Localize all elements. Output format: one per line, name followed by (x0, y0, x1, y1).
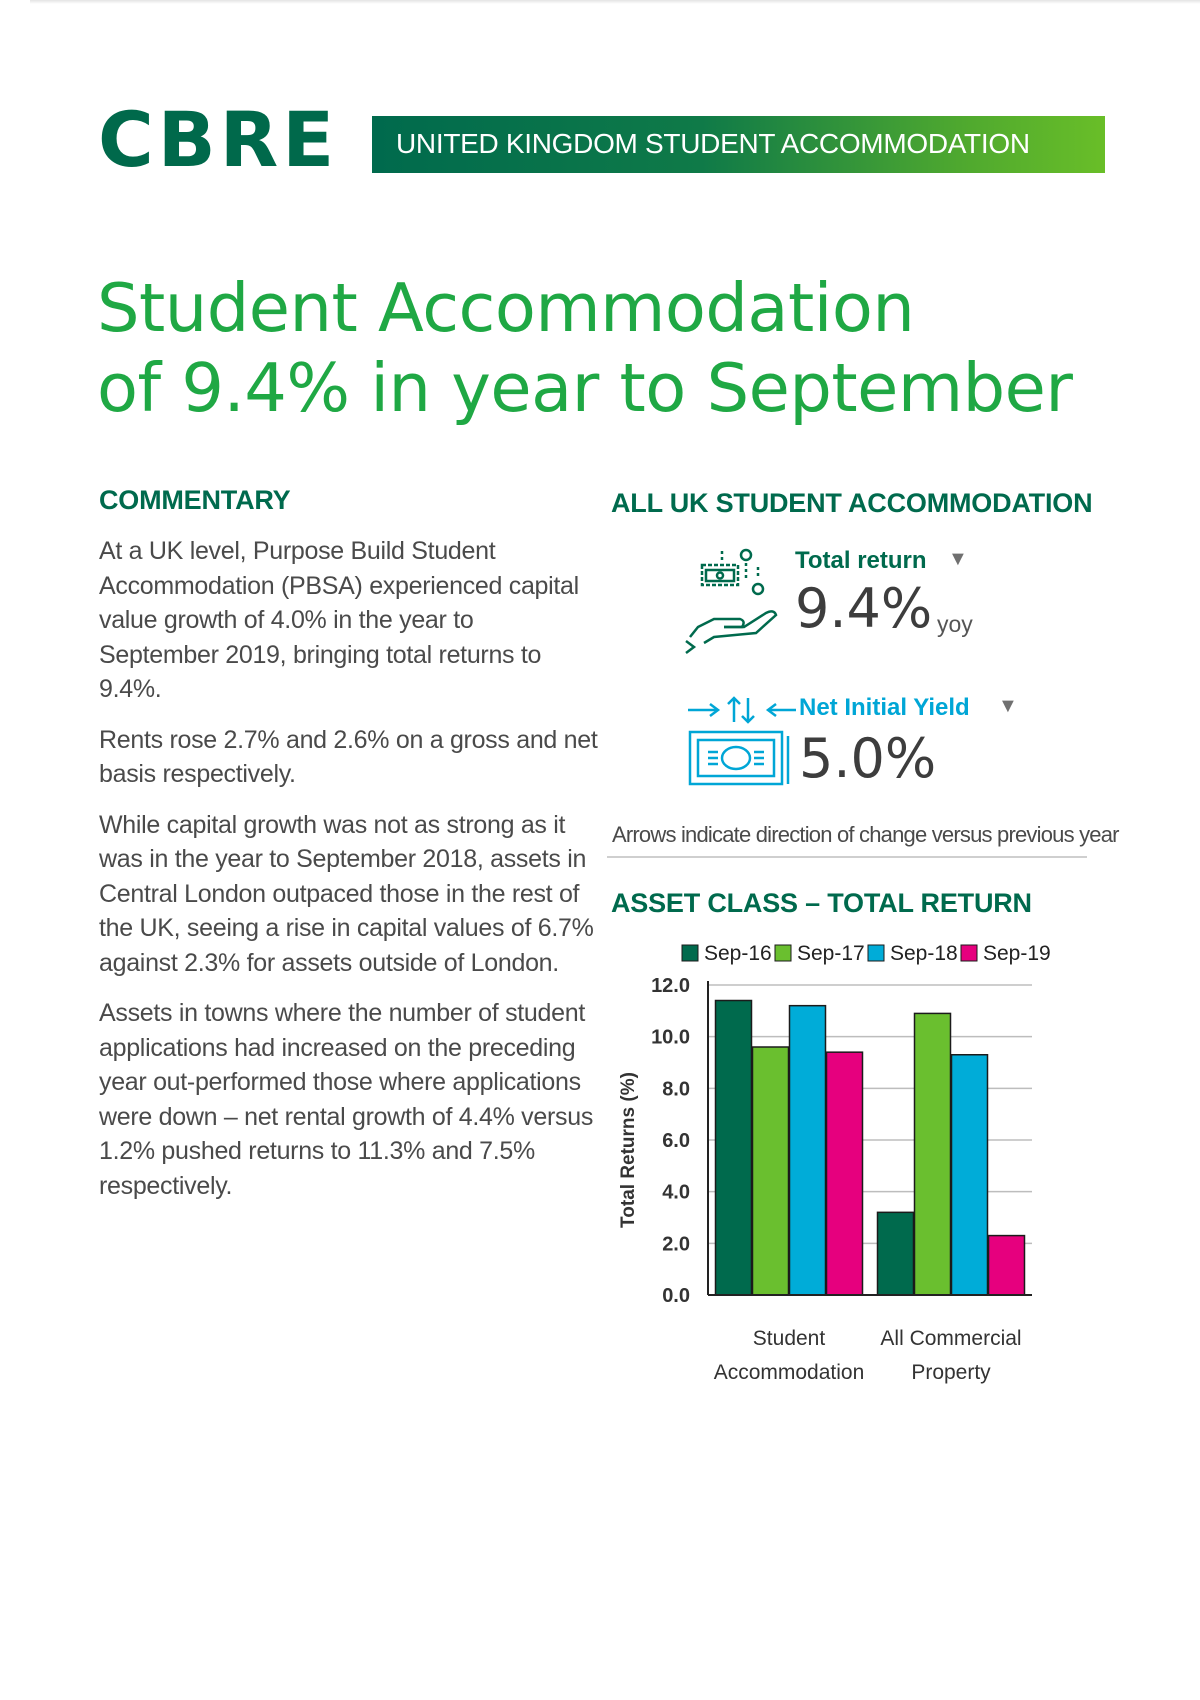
y-tick-label: 8.0 (662, 1078, 690, 1101)
x-category-label: Student (752, 1327, 826, 1350)
commentary-column (99, 485, 599, 1219)
x-category-label: Property (911, 1361, 991, 1384)
net-initial-yield-label: Net Initial Yield (799, 694, 970, 721)
legend-label: Sep-19 (983, 942, 1051, 965)
page-top-edge (30, 0, 1200, 4)
y-axis-title: Total Returns (%) (618, 1072, 639, 1228)
headline-line-2: of 9.4% in year to September (97, 349, 1073, 427)
y-tick-label: 12.0 (651, 975, 690, 997)
commentary-paragraph: At a UK level, Purpose Build Student Accommodation (PBSA) experienced capital value growth of 4.0% in the year to September 2019, bringing total returns to 9.4%. (99, 537, 579, 703)
bar-sep-17 (753, 1047, 789, 1295)
total-return-label: Total return (795, 547, 927, 574)
x-category-label: All Commercial (880, 1327, 1022, 1350)
bar-sep-19 (989, 1236, 1025, 1295)
commentary-paragraph: Assets in towns where the number of student applications had increased on the preceding year out-performed those where applications were down – net rental growth of 4.4% versus 1.2% pushed returns to 11.3% and 7.5% respectively. (99, 999, 594, 1200)
legend-label: Sep-16 (704, 942, 772, 965)
legend-label: Sep-18 (890, 942, 958, 965)
y-tick-label: 6.0 (662, 1130, 690, 1152)
hand-money-icon (684, 545, 784, 655)
bar-sep-17 (915, 1013, 951, 1295)
y-tick-label: 2.0 (662, 1233, 690, 1256)
cbre-logo: CBRE (98, 95, 339, 184)
legend-swatch (682, 945, 698, 961)
headline-line-1: Student Accommodation (97, 269, 915, 347)
total-return-down-arrow-icon: ▼ (948, 548, 968, 570)
banknote-icon (688, 692, 798, 787)
legend-label: Sep-17 (797, 942, 865, 965)
banner-title: UNITED KINGDOM STUDENT ACCOMMODATION (396, 128, 1030, 159)
legend-swatch (775, 945, 791, 961)
chart-heading: ASSET CLASS – TOTAL RETURN (611, 888, 1032, 918)
net-initial-yield-down-arrow-icon: ▼ (998, 695, 1018, 717)
legend-swatch (868, 945, 884, 961)
bar-sep-18 (790, 1006, 826, 1295)
commentary-heading: COMMENTARY (99, 485, 291, 515)
total-return-unit: yoy (937, 611, 973, 637)
bar-sep-16 (878, 1212, 914, 1295)
y-tick-label: 4.0 (662, 1181, 690, 1204)
y-tick-label: 10.0 (651, 1026, 690, 1049)
section-banner (372, 116, 1105, 173)
y-tick-label: 0.0 (662, 1285, 690, 1307)
total-return-value: 9.4% (795, 577, 933, 640)
bar-sep-19 (827, 1052, 863, 1295)
arrows-note: Arrows indicate direction of change versus previous year (612, 822, 1119, 847)
kpi-heading: ALL UK STUDENT ACCOMMODATION (611, 488, 1093, 518)
bar-sep-18 (952, 1055, 988, 1295)
commentary-paragraph: While capital growth was not as strong as it was in the year to September 2018, assets in Central London outpaced those in the rest of the UK, seeing a rise in capital values of 6.7% against 2.3% for assets outside of London. (99, 810, 594, 977)
commentary-paragraph: Rents rose 2.7% and 2.6% on a gross and net basis respectively. (99, 725, 598, 788)
net-initial-yield-value: 5.0% (799, 727, 937, 790)
legend-swatch (961, 945, 977, 961)
x-category-label: Accommodation (713, 1361, 865, 1384)
asset-class-total-return-chart (600, 930, 1070, 1390)
page-headline (97, 268, 1097, 428)
bar-sep-16 (716, 1001, 752, 1296)
divider (607, 856, 1087, 858)
